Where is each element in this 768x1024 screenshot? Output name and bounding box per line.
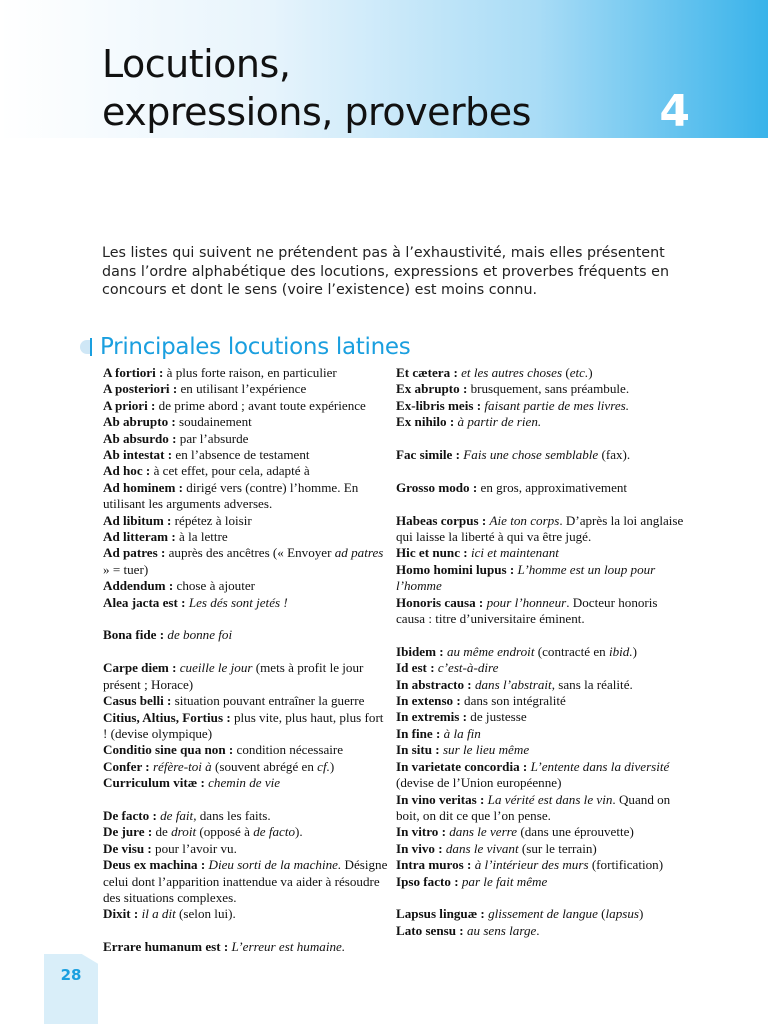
entry-term: Carpe diem : (103, 660, 177, 676)
glossary-entry (396, 677, 686, 693)
glossary-entry (103, 808, 390, 824)
glossary-entry (103, 480, 390, 513)
page-tab (44, 954, 98, 1024)
entry-text: situation pouvant entraîner la guerre (171, 693, 365, 709)
entry-term: Dixit : (103, 906, 139, 922)
glossary-entry (396, 857, 686, 873)
entry-term: Et cætera : (396, 365, 458, 380)
glossary-entry (396, 792, 686, 825)
entry-text: . Quand on boit, on dit ce que l’on pense. (396, 791, 671, 823)
glossary-entry (103, 381, 390, 397)
entry-translation: lapsus (605, 906, 640, 922)
entry-term: Conditio sine qua non : (103, 742, 234, 758)
glossary-entry (396, 414, 686, 430)
entry-translation: L’homme est un loup pour l’homme (396, 561, 656, 594)
entry-term: Ex nihilo : (396, 414, 455, 430)
glossary-entry (103, 529, 390, 545)
entry-translation: dans le vivant (445, 840, 519, 856)
glossary-entry (396, 709, 686, 725)
entry-term: Habeas corpus : (396, 512, 487, 528)
entry-translation: à la fin (443, 725, 481, 741)
entry-translation: pour l’honneur (486, 594, 567, 610)
entry-term: Ibidem : (396, 643, 444, 659)
entry-text: (devise de l’Union européenne) (396, 775, 562, 791)
entry-term: In vitro : (396, 824, 446, 840)
entry-term: In vivo : (396, 840, 443, 856)
entry-term: In extenso : (396, 693, 461, 709)
entry-translation: etc. (569, 365, 589, 380)
entry-translation: à l’intérieur des murs (474, 857, 589, 873)
entry-text: Désigne celui dont l’apparition inattendue va aider à résoudre des situations complexes. (103, 857, 388, 905)
section-heading (80, 332, 410, 362)
entry-text: (mets à profit le jour présent ; Horace) (103, 660, 364, 692)
entry-text: (fortification) (588, 857, 664, 873)
entry-term: Alea jacta est : (103, 594, 186, 610)
title-line-1: Locutions, (102, 42, 291, 86)
entry-term: De jure : (103, 824, 153, 840)
entry-term: In extremis : (396, 709, 468, 725)
entry-translation: glissement de langue (488, 906, 598, 922)
glossary-entry (103, 463, 390, 479)
entry-text: de justesse (467, 709, 527, 725)
section-marker-icon (80, 338, 94, 356)
entry-term: Deus ex machina : (103, 857, 206, 873)
entry-translation: dans l’abstrait (474, 676, 552, 692)
entry-translation: de bonne foi (167, 627, 233, 643)
entry-translation: de fait (160, 807, 194, 823)
glossary-entry (103, 824, 390, 840)
glossary-entry (396, 841, 686, 857)
entry-text: soudainement (175, 414, 252, 430)
entry-term: Grosso modo : (396, 479, 478, 495)
entry-text: condition nécessaire (233, 742, 344, 758)
entry-term: Ad hominem : (103, 479, 184, 495)
entry-text: pour l’avoir vu. (151, 840, 237, 856)
entry-term: Id est : (396, 660, 435, 676)
section-title: Principales locutions latines (100, 334, 411, 360)
glossary-entry (396, 545, 686, 561)
entry-text: (dans une éprouvette) (517, 824, 634, 840)
title-line-2: expressions, proverbes (102, 90, 531, 134)
entry-translation: L’entente dans la diversité (530, 758, 670, 774)
entry-text: » = tuer) (103, 561, 149, 577)
glossary-entry (396, 906, 686, 922)
entry-translation: cf. (317, 758, 330, 774)
entry-text: plus vite, plus haut, plus fort ! (devise olympique) (103, 709, 384, 741)
entry-text: répétez à loisir (171, 512, 252, 528)
entry-text: ( (597, 906, 606, 922)
glossary-entry (396, 923, 686, 939)
entry-term: Ad libitum : (103, 512, 172, 528)
glossary-entry (396, 742, 686, 758)
glossary-entry (396, 726, 686, 742)
entry-term: Hic et nunc : (396, 545, 468, 561)
entry-text: ( (562, 365, 570, 380)
entry-translation: chemin de vie (208, 775, 281, 791)
entry-text: . Docteur honoris causa : titre d’universitaire éminent. (396, 594, 658, 627)
entry-term: Intra muros : (396, 857, 472, 873)
entry-translation: ici et maintenant (470, 545, 559, 561)
glossary-entry (103, 693, 390, 709)
entry-translation: Fais une chose semblable (463, 447, 599, 463)
glossary-entry (103, 939, 390, 955)
glossary-entry (396, 693, 686, 709)
entry-term: Ipso facto : (396, 873, 459, 889)
entry-text: à cet effet, pour cela, adapté à (150, 463, 310, 479)
entry-text: , dans les faits. (193, 807, 271, 823)
entry-text: dans son intégralité (460, 693, 566, 709)
entry-term: In fine : (396, 725, 441, 741)
entry-term: In situ : (396, 742, 440, 758)
entry-text: ) (329, 758, 335, 774)
entry-text: chose à ajouter (173, 578, 256, 594)
entry-term: Ad patres : (103, 545, 166, 561)
entry-text: de (152, 824, 172, 840)
entry-text: à la lettre (175, 529, 228, 545)
glossary-entry (103, 660, 390, 693)
glossary-entry (103, 710, 390, 743)
entry-translation: ad patres (334, 545, 384, 561)
entry-text: par l’absurde (176, 430, 249, 446)
entry-term: Errare humanum est : (103, 939, 229, 955)
entry-term: Ab abrupto : (103, 414, 176, 430)
entry-translation: Aie ton corps (489, 512, 560, 528)
entry-term: Casus belli : (103, 693, 172, 709)
glossary-entry (396, 513, 686, 546)
entry-text: ). (295, 824, 303, 840)
glossary-entry (396, 365, 686, 381)
intro-paragraph: Les listes qui suivent ne prétendent pas à l’exhaustivité, mais elles présentent dans l’ordre alphabétique des locutions, expressions et proverbes fréquents en concours et dont le sens (voire l’existence) est moins connu. (102, 245, 670, 298)
entry-term: De visu : (103, 840, 152, 856)
entry-translation: par le fait même (461, 873, 548, 889)
entry-term: A fortiori : (103, 365, 164, 380)
entry-term: Ab absurdo : (103, 430, 177, 446)
glossary-entry (103, 513, 390, 529)
glossary-entry (396, 874, 686, 890)
entry-text: de prime abord ; avant toute expérience (155, 397, 366, 413)
glossary-entry (103, 857, 390, 906)
glossary-entry (103, 775, 390, 791)
entry-term: Honoris causa : (396, 594, 484, 610)
entry-term: Homo homini lupus : (396, 561, 515, 577)
glossary-entry (103, 595, 390, 611)
entry-text: en l’absence de testament (172, 447, 310, 463)
entry-term: Bona fide : (103, 627, 165, 643)
entry-translation: et les autres choses (461, 365, 563, 380)
entry-term: Fac simile : (396, 447, 460, 463)
entry-translation: au même endroit (446, 643, 535, 659)
entry-translation: c’est-à-dire (437, 660, 499, 676)
glossary-entry (103, 398, 390, 414)
entry-term: In varietate concordia : (396, 758, 528, 774)
entry-term: Ab intestat : (103, 447, 173, 463)
left-column (103, 365, 390, 956)
entry-translation: sur le lieu même (442, 742, 530, 758)
entry-term: Confer : (103, 758, 150, 774)
glossary-entry (396, 398, 686, 414)
entry-text: ) (588, 365, 593, 380)
entry-text: auprès des ancêtres (« Envoyer (165, 545, 335, 561)
entry-translation: droit (171, 824, 197, 840)
glossary-entry (103, 841, 390, 857)
entry-term: De facto : (103, 807, 157, 823)
glossary-entry (396, 562, 686, 595)
glossary-entry (396, 759, 686, 792)
entry-term: Ad hoc : (103, 463, 151, 479)
entry-translation: à partir de rien. (457, 414, 542, 430)
entry-text: (selon lui). (175, 906, 236, 922)
entry-term: Addendum : (103, 578, 174, 594)
entry-translation: faisant partie de mes livres. (484, 397, 630, 413)
glossary-entry (396, 595, 686, 628)
entry-term: A priori : (103, 397, 156, 413)
entry-text: . D’après la loi anglaise qui laisse la liberté à qui va être jugé. (396, 512, 684, 545)
entry-text: en gros, approximativement (477, 479, 628, 495)
glossary-entry (103, 431, 390, 447)
entry-text: (sur le terrain) (518, 840, 597, 856)
entry-term: Curriculum vitæ : (103, 775, 205, 791)
entry-term: Lato sensu : (396, 922, 464, 938)
glossary-entry (103, 365, 390, 381)
entry-text: (souvent abrégé en (211, 758, 318, 774)
glossary-entry (396, 660, 686, 676)
glossary-entry (103, 906, 390, 922)
entry-text: , sans la réalité. (551, 676, 633, 692)
entry-text: (opposé à (196, 824, 254, 840)
chapter-number: 4 (659, 86, 690, 137)
entry-text: à plus forte raison, en particulier (163, 365, 337, 380)
entry-translation: ibid. (608, 643, 633, 659)
glossary-entry (103, 627, 390, 643)
entry-translation: de facto (253, 824, 296, 840)
page-title (102, 40, 531, 136)
entry-term: In vino veritas : (396, 791, 485, 807)
entry-term: Ex abrupto : (396, 381, 468, 397)
glossary-entry (103, 545, 390, 578)
entry-term: A posteriori : (103, 381, 178, 397)
entry-text: ) (639, 906, 644, 922)
entry-translation: Les dés sont jetés ! (188, 594, 288, 610)
entry-text: dirigé vers (contre) l’homme. En utilisant les arguments adverses. (103, 479, 359, 512)
entry-text: ) (632, 643, 637, 659)
glossary-entry (396, 381, 686, 397)
glossary-entry (103, 578, 390, 594)
entry-translation: cueille le jour (179, 660, 253, 676)
entry-text: (contracté en (534, 643, 609, 659)
entry-text: brusquement, sans préambule. (467, 381, 630, 397)
glossary-entry (396, 447, 686, 463)
glossary-entry (103, 759, 390, 775)
page-number: 28 (60, 966, 82, 984)
right-column (396, 365, 686, 939)
entry-term: Citius, Altius, Fortius : (103, 709, 231, 725)
entry-term: Lapsus linguæ : (396, 906, 485, 922)
entry-translation: La vérité est dans le vin (487, 791, 613, 807)
entry-translation: Dieu sorti de la machine. (208, 857, 342, 873)
glossary-entry (103, 447, 390, 463)
entry-term: In abstracto : (396, 676, 472, 692)
entry-text: (fax). (598, 447, 631, 463)
entry-translation: au sens large (466, 922, 537, 938)
entry-text: en utilisant l’expérience (177, 381, 307, 397)
glossary-entry (396, 824, 686, 840)
entry-translation: réfère-toi à (152, 758, 212, 774)
entry-translation: il a dit (141, 906, 176, 922)
entry-term: Ex-libris meis : (396, 397, 482, 413)
glossary-entry (396, 644, 686, 660)
glossary-entry (103, 742, 390, 758)
entry-term: Ad litteram : (103, 529, 176, 545)
entry-text: . (536, 922, 540, 938)
glossary-entry (103, 414, 390, 430)
entry-translation: L’erreur est humaine. (231, 939, 346, 955)
glossary-entry (396, 480, 686, 496)
entry-translation: dans le verre (449, 824, 518, 840)
